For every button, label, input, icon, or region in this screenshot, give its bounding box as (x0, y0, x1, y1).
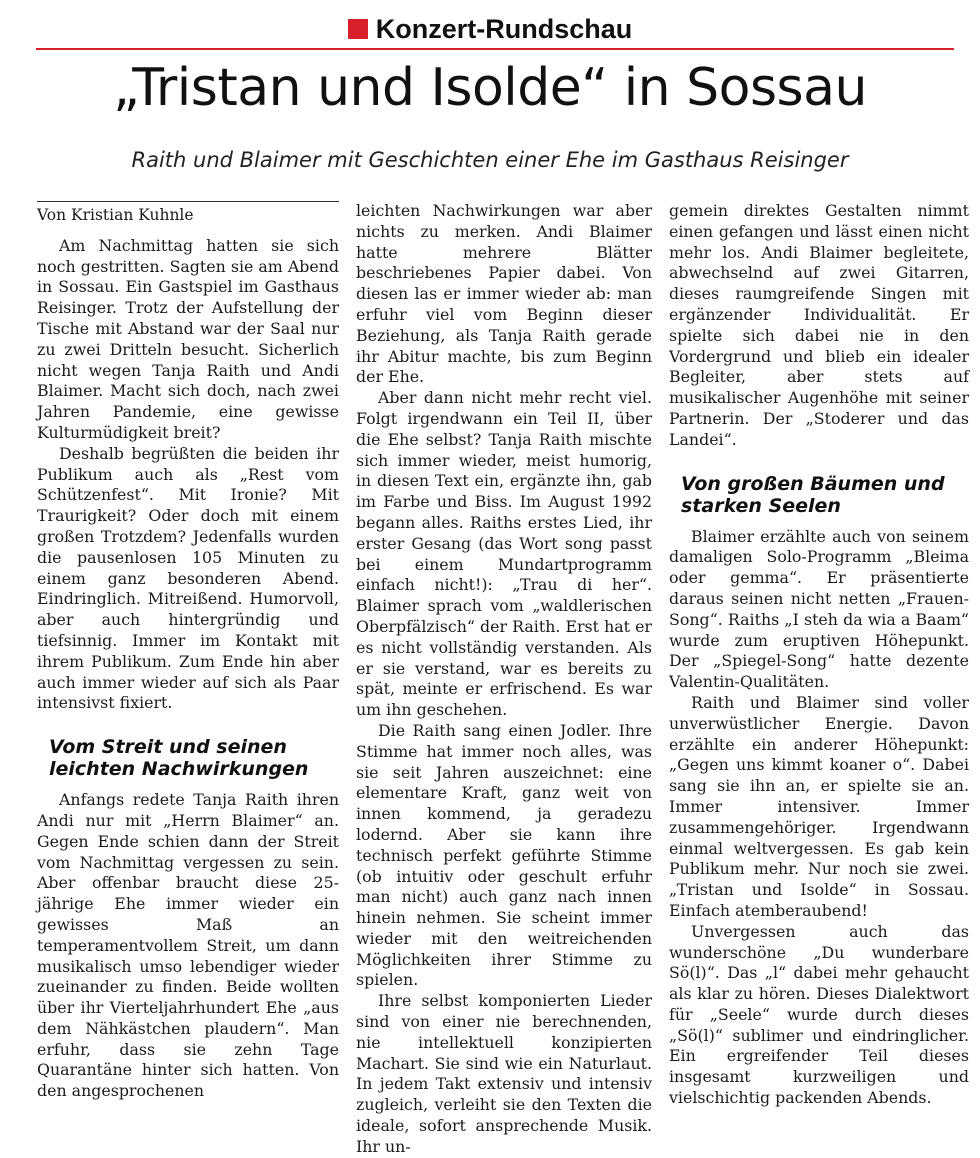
paragraph: gemein direktes Gestalten nimmt einen gefangen und lässt einen nicht mehr los. Andi Blaimer begleitete, abwechselnd auf zwei Gitarren, dieses raumgreifende Singen mit ergänzender Individualität. Er spielte sich dabei nie in den Vordergrund und blieb ein idealer Begleiter, aber stets auf musikalischer Augenhöhe mit seiner Partnerin. Der „Stoderer und das Landei“. (669, 201, 969, 449)
article-column-1 (37, 201, 339, 1102)
paragraph: Ihre selbst komponierten Lieder sind von einer nie berechnenden, nie intellektuell konzipierten Machart. Sie sind wie ein Naturlaut. In jedem Takt extensiv und intensiv zugleich, verleiht sie den Texten die ideale, sofort ansprechende Musik. Ihr un- (356, 991, 652, 1156)
paragraph: Deshalb begrüßten die beiden ihr Publikum auch als „Rest vom Schützenfest“. Mit Ironie? Mit Traurigkeit? Oder doch mit einem großen Trotzdem? Jedenfalls wurden die pausenlosen 105 Minuten zu einem ganz besonderen Abend. Eindringlich. Mitreißend. Humorvoll, aber auch hintergründig und tiefsinnig. Immer im Kontakt mit ihrem Publikum. Zum Ende hin aber auch immer wieder auf sich als Paar intensivst fixiert. (37, 443, 339, 713)
section-kicker (0, 14, 980, 45)
byline: Von Kristian Kuhnle (37, 201, 339, 226)
section-rule (36, 48, 954, 50)
paragraph: Raith und Blaimer sind voller unverwüstlicher Energie. Davon erzählte ein anderer Höhepunkt: „Gegen uns kimmt koaner o“. Dabei sang sie ihn an, er spielte sie an. Immer intensiver. Immer zusammengehöriger. Irgendwann einmal weltvergessen. Es gab kein Publikum mehr. Nur noch sie zwei. „Tristan und Isolde“ in Sossau. Einfach atemberaubend! (669, 692, 969, 920)
paragraph: Aber dann nicht mehr recht viel. Folgt irgendwann ein Teil II, über die Ehe selbst? Tanja Raith mischte sich immer wieder, meist humorig, in diesen Text ein, ergänzte ihn, gab im Farbe und Biss. Im August 1992 begann alles. Raiths erstes Lied, ihr erster Gesang (das Wort song passt bei einem Mundartprogramm einfach nicht!): „Trau di her“. Blaimer sprach vom „waldlerischen Oberpfälzisch“ der Raith. Erst hat er es nicht vollständig verstanden. Als er sie verstand, war es bereits zu spät, meinte er erfrischend. Es war um ihn geschehen. (356, 388, 652, 720)
subheadline: Raith und Blaimer mit Geschichten einer Ehe im Gasthaus Reisinger (131, 148, 849, 172)
paragraph: Anfangs redete Tanja Raith ihren Andi nur mit „Herrn Blaimer“ an. Gegen Ende schien dann der Streit vom Nachmittag vergessen zu sein. Aber offenbar braucht diese 25-jährige Ehe immer wieder ein gewisses Maß an temperamentvollem Streit, um dann musikalisch umso lebendiger wieder zueinander zu finden. Beide wollten über ihr Vierteljahrhundert Ehe „aus dem Nähkästchen plaudern“. Man erfuhr, dass sie zehn Tage Quarantäne hinter sich hatten. Von den angesprochenen (37, 790, 339, 1101)
red-square-icon (348, 19, 368, 39)
paragraph: Die Raith sang einen Jodler. Ihre Stimme hat immer noch alles, was sie seit Jahren auszeichnet: eine elementare Kraft, ganz weit von innen kommend, ja geradezu lodernd. Aber sie kann ihre technisch perfekt geführte Stimme (ob intuitiv oder geschult erfuhr man nicht) auch ganz nach innen hinein nehmen. Sie scheint immer wieder mit den weitreichenden Möglichkeiten ihrer Stimme zu spielen. (356, 720, 652, 990)
paragraph: Am Nachmittag hatten sie sich noch gestritten. Sagten sie am Abend in Sossau. Ein Gastspiel im Gasthaus Reisinger. Trotz der Aufstellung der Tische mit Abstand war der Saal nur zu zwei Dritteln besucht. Sicherlich nicht wegen Tanja Raith und Andi Blaimer. Macht sich doch, nach zwei Jahren Pandemie, eine gewisse Kulturmüdigkeit breit? (37, 235, 339, 442)
article-column-3 (669, 201, 969, 1109)
subheading: Von großen Bäumen und starken Seelen (681, 472, 945, 517)
article-column-2 (356, 201, 652, 1158)
kicker-text: Konzert-Rundschau (375, 14, 633, 44)
paragraph: Blaimer erzählte auch von seinem damaligen Solo-Programm „Bleima oder gemma“. Er präsentierte daraus seinen nicht netten „Frauen-Song“. Raiths „I steh da wia a Baam“ wurde zum eruptiven Höhepunkt. Der „Spiegel-Song“ hatte dezente Valentin-Qualitäten. (669, 526, 969, 692)
paragraph: leichten Nachwirkungen war aber nichts zu merken. Andi Blaimer hatte mehrere Blätter beschriebenes Papier dabei. Von diesen las er immer wieder ab: man erfuhr viel vom Beginn dieser Beziehung, als Tanja Raith gerade ihr Abitur machte, bis zum Beginn der Ehe. (356, 201, 652, 387)
headline: „Tristan und Isolde“ in Sossau (113, 58, 867, 118)
subheading: Vom Streit und seinen leichten Nachwirkungen (49, 736, 309, 781)
paragraph: Unvergessen auch das wunderschöne „Du wunderbare Sö(l)“. Das „l“ dabei mehr gehaucht als klar zu hören. Dieses Dialektwort für „Seele“ wurde durch dieses „Sö(l)“ sublimer und eindringlicher. Ein ergreifender Teil dieses insgesamt kurzweiligen und vielschichtig packenden Abends. (669, 921, 969, 1108)
